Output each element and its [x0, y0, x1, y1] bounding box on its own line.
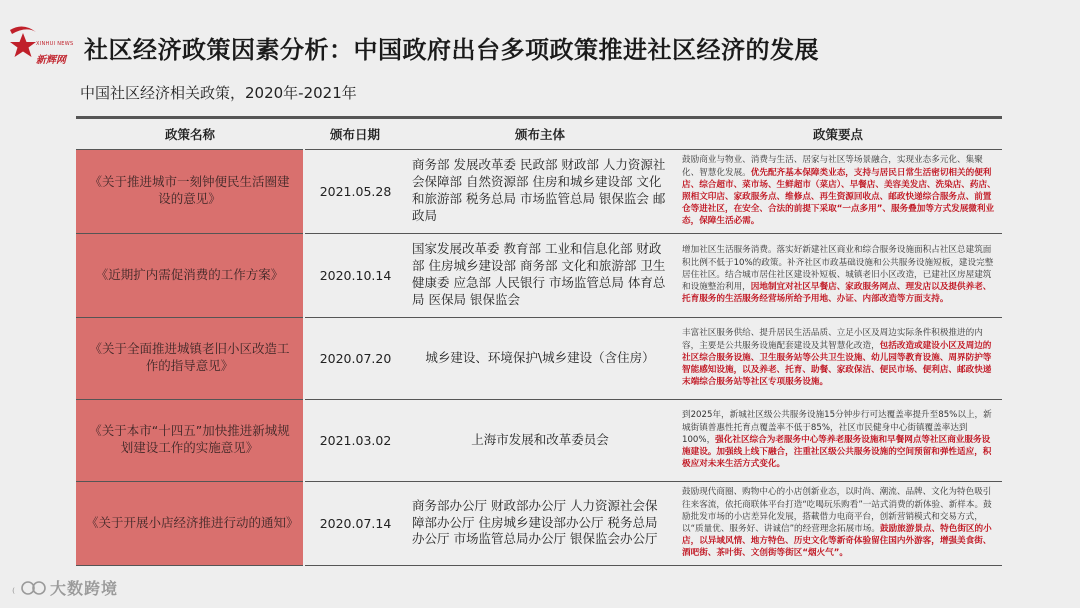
table-row: [76, 149, 1002, 233]
policy-date: 2020.07.20: [304, 317, 406, 399]
policy-issuer: 商务部办公厅 财政部办公厅 人力资源社会保障部办公厅 住房城乡建设部办公厅 税务总局办公厅 市场监管总局办公厅 银保监会办公厅: [406, 481, 674, 565]
column-header-points: 政策要点: [674, 119, 1002, 149]
policy-date: 2021.03.02: [304, 399, 406, 481]
table-row: [76, 233, 1002, 317]
policy-name: 《关于全面推进城镇老旧小区改造工作的指导意见》: [76, 317, 304, 399]
points-text: 丰富社区服务供给、提升居民生活品质、立足小区及周边实际条件积极推进的内容，主要是公共服务设施配套建设及其智慧化改造，: [682, 328, 983, 351]
points-highlight: 包括改造或建设小区及周边的社区综合服务设施、卫生服务站等公共卫生设施、幼儿园等教育设施、周界防护等智能感知设施，以及养老、托育、助餐、家政保洁、便民市场、便利店、邮政快递末端综合服务站等社区专项服务设施。: [682, 340, 992, 388]
points-highlight: 因地制宜对社区早餐店、家政服务网点、理发店以及提供养老、托育服务的生活服务经营场所给予用地、办证、内部改造等方面支持。: [682, 282, 992, 305]
points-text: 鼓励现代商圈、购物中心的小店创新业态，以时尚、潮流、品牌、文化为特色吸引往来客流，依托商联体平台打造“吃喝玩乐购看”一站式消费的新体验、新样本。鼓励批发市场的小店差异化发展，搭載借力电商平台，创新营销模式和交易方式，以“质量优、服务好、讲诚信”的经营理念拓展市场。: [682, 487, 992, 534]
logo-brand-text: 新辉网: [36, 55, 66, 66]
policy-issuer: 上海市发展和改革委员会: [406, 399, 674, 481]
column-header-name: 政策名称: [76, 119, 304, 149]
brand-circle-icon: [12, 578, 46, 598]
column-header-date: 颁布日期: [304, 119, 406, 149]
footer-watermark: [12, 576, 118, 599]
policy-date: 2020.10.14: [304, 233, 406, 317]
policy-name: 《近期扩内需促消费的工作方案》: [76, 233, 304, 317]
page-subtitle: 中国社区经济相关政策，2020年-2021年: [80, 84, 357, 102]
policy-points: [674, 233, 1002, 317]
policy-date: 2021.05.28: [304, 149, 406, 233]
points-highlight: 强化社区综合为老服务中心等养老服务设施和早餐网点等社区商业服务设施建设。加强线上线下融合，注重社区级公共服务设施的空间预留和弹性适应，积极应对未来生活方式变化。: [682, 434, 992, 470]
policy-issuer: 城乡建设、环境保护\城乡建设（含住房）: [406, 317, 674, 399]
policy-date: 2020.07.14: [304, 481, 406, 565]
table-row: [76, 317, 1002, 399]
table-row: [76, 481, 1002, 565]
footer-brand-text: 大数跨境: [50, 579, 119, 598]
policy-table: [76, 116, 1002, 566]
policy-issuer: 商务部 发展改革委 民政部 财政部 人力资源社会保障部 自然资源部 住房和城乡建设部 文化和旅游部 税务总局 市场监管总局 银保监会 邮政局: [406, 149, 674, 233]
logo: [4, 24, 74, 72]
points-text: 鼓励商业与物业、消费与生活、居家与社区等场景融合，实现业态多元化、集聚化、智慧化发展。: [682, 155, 983, 178]
policy-points: [674, 149, 1002, 233]
policy-points: [674, 481, 1002, 565]
red-star-icon: [6, 24, 40, 60]
table-row: [76, 399, 1002, 481]
table-header-row: [76, 119, 1002, 149]
points-highlight: 优先配齐基本保障类业态，支持与居民日常生活密切相关的便利店、综合超市、菜市场、生鲜超市（菜店）、早餐店、美容美发店、洗染店、药店、照相文印店、家政服务点、维修点、再生资源回收点、邮政快递综合服务点、前置仓等进社区，在安全、合法的前提下采取“一点多用”、服务叠加等方式发展微利业态，保障生活必需。: [682, 167, 996, 227]
page-title: 社区经济政策因素分析：中国政府出台多项政策推进社区经济的发展: [84, 36, 819, 64]
column-header-issuer: 颁布主体: [406, 119, 674, 149]
policy-points: [674, 399, 1002, 481]
svg-text:₍: ₍: [12, 581, 16, 597]
points-text: 到2025年，新城社区级公共服务设施15分钟步行可达覆盖率提升至85%以上，新城街镇普惠性托育点覆盖率不低于85%，社区市民健身中心街镇覆盖率达到100%，: [682, 410, 992, 445]
policy-issuer: 国家发展改革委 教育部 工业和信息化部 财政部 住房城乡建设部 商务部 文化和旅游部 卫生健康委 应急部 人民银行 市场监管总局 体育总局 医保局 银保监会: [406, 233, 674, 317]
points-text: 增加社区生活服务消费。落实好新建社区商业和综合服务设施面积占社区总建筑面积比例不低于10%的政策。补齐社区市政基础设施和公共服务设施短板，建设完整居住社区。结合城市居住社区建设补短板、城镇老旧小区改造，已建社区房屋建筑和设施整治利用，: [682, 245, 994, 293]
policy-name: 《关于本市“十四五”加快推进新城规划建设工作的实施意见》: [76, 399, 304, 481]
points-highlight: 鼓励旅游景点、特色街区的小店，以异域风情、地方特色、历史文化等新奇体验留住国内外游客，增强美食街、酒吧街、茶叶街、文创街等街区“烟火气”。: [682, 524, 992, 559]
policy-points: [674, 317, 1002, 399]
policy-name: 《关于推进城市一刻钟便民生活圈建设的意见》: [76, 149, 304, 233]
logo-english-text: XINHUI NEWS: [36, 41, 74, 47]
policy-name: 《关于开展小店经济推进行动的通知》: [76, 481, 304, 565]
